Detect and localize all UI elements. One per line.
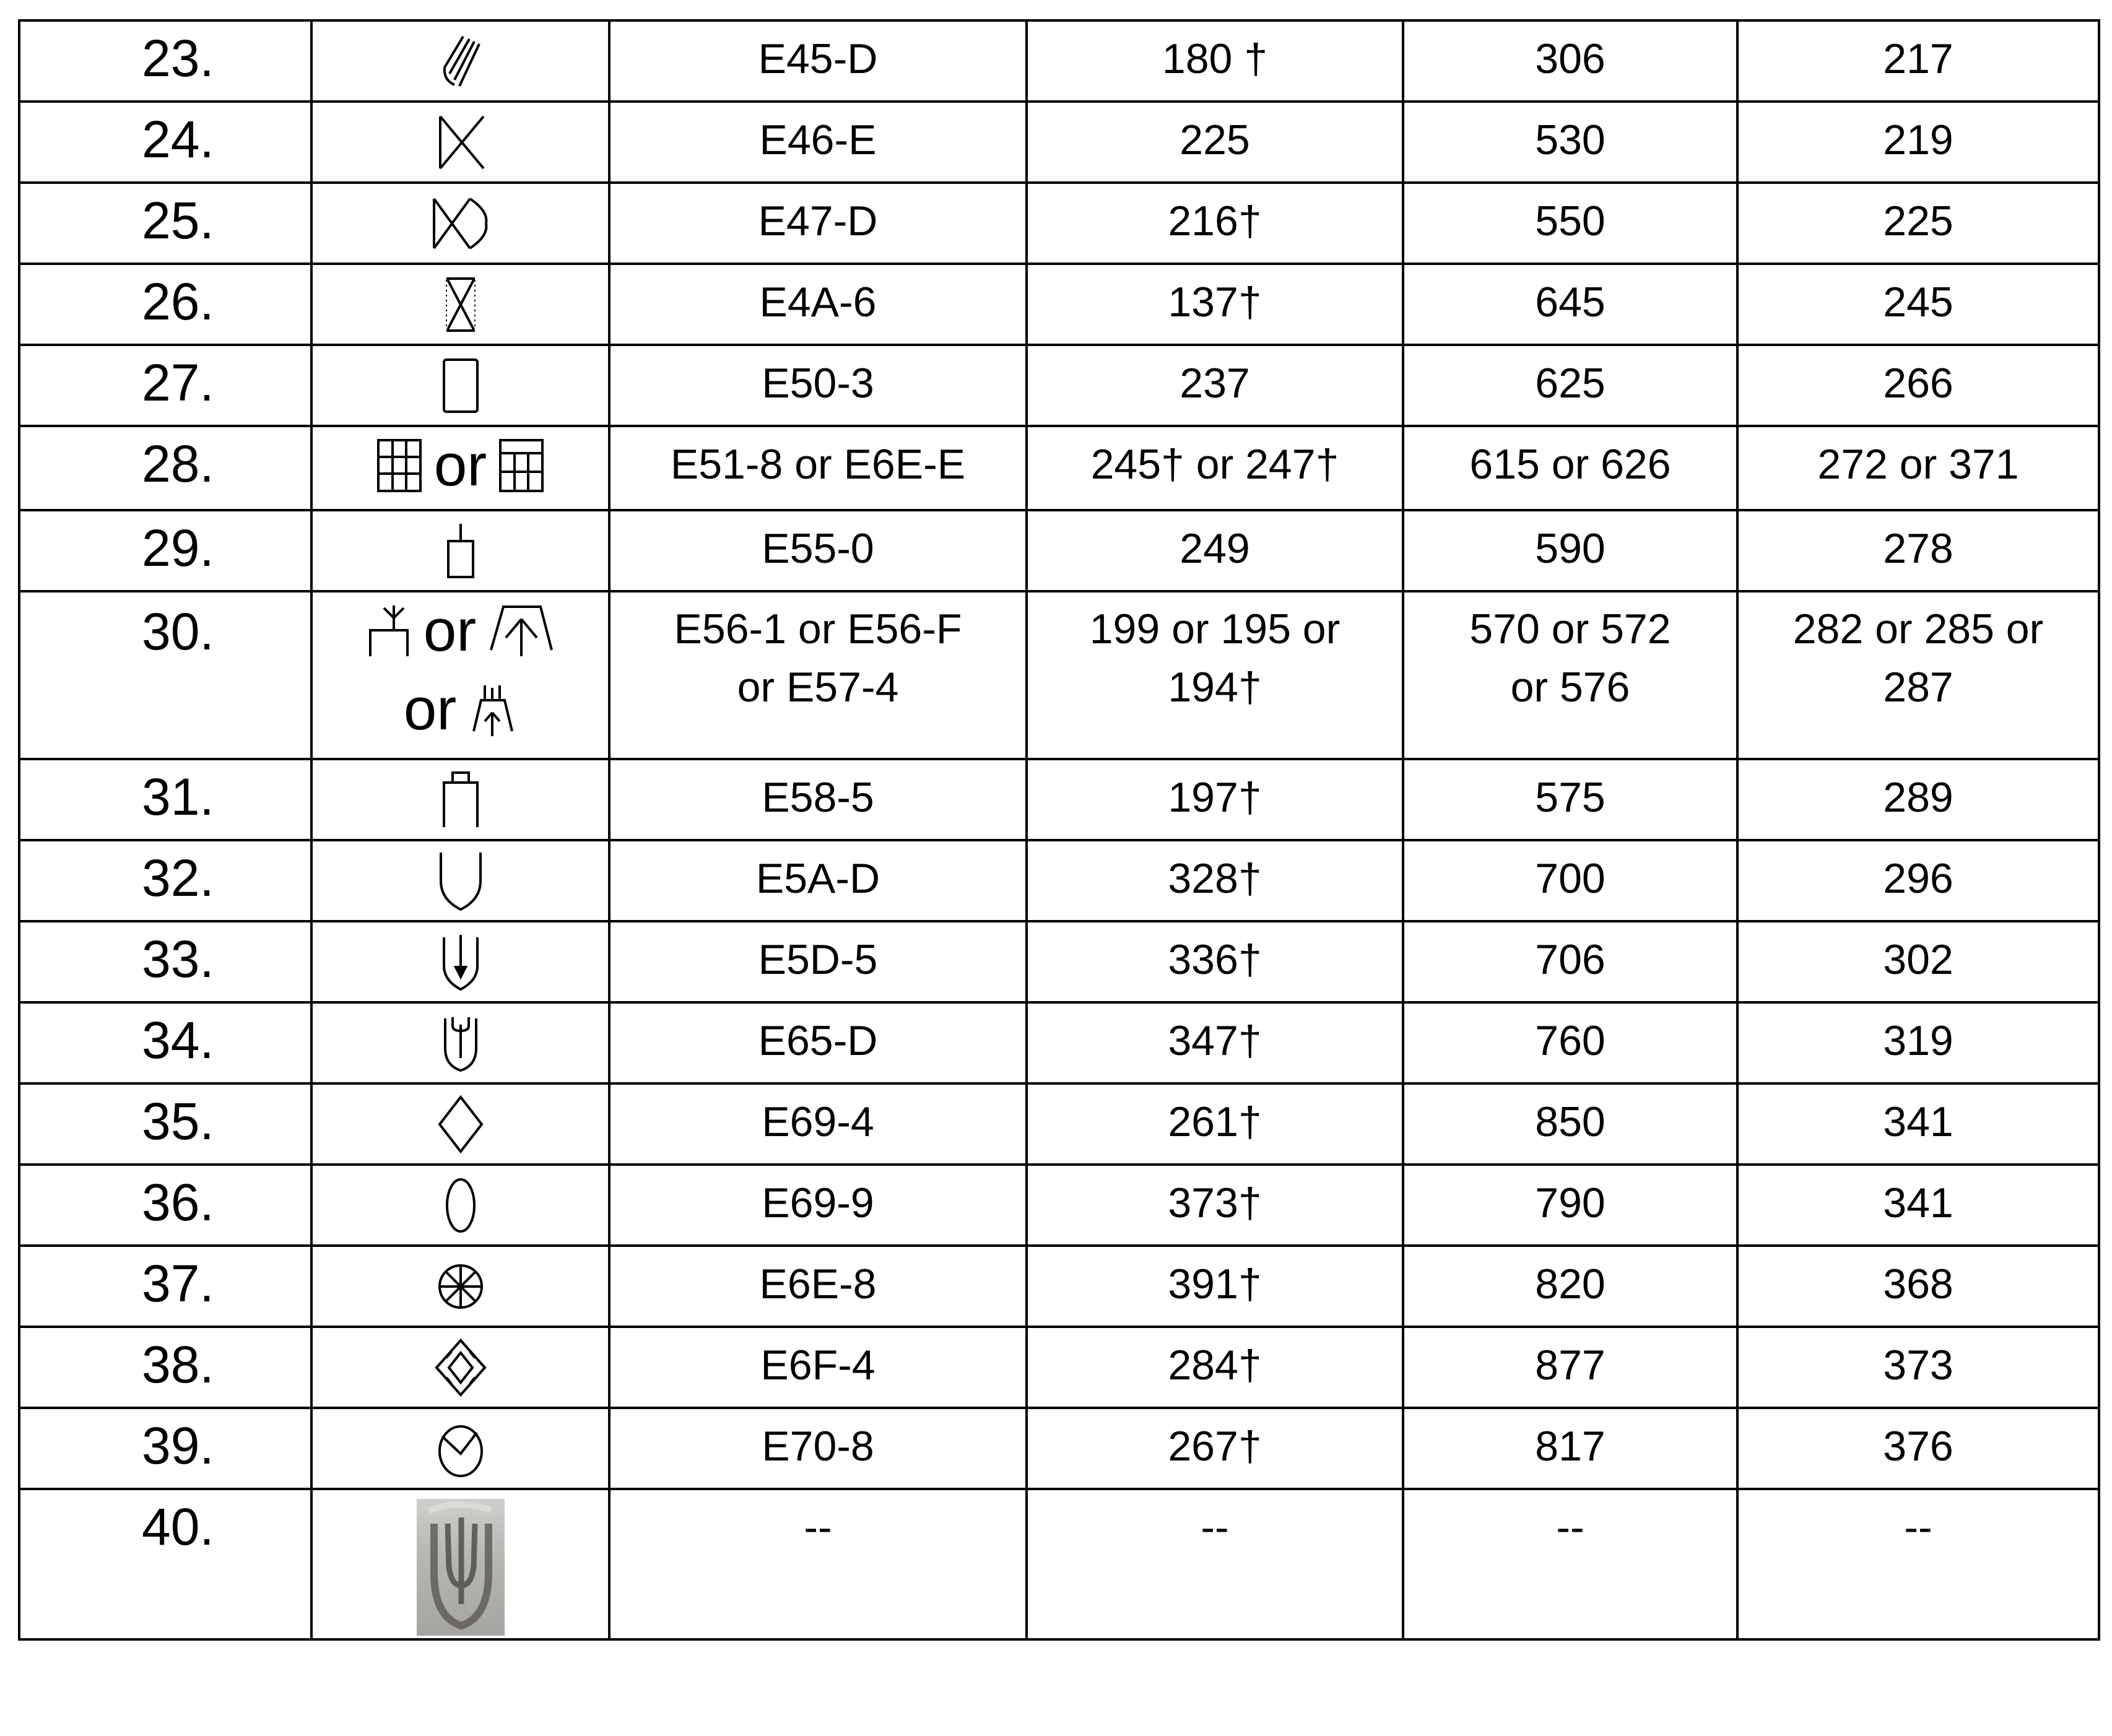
table-row [19, 1489, 2099, 1639]
value-cell: 615 or 626 [1403, 426, 1737, 510]
value-cell: 347† [1027, 1002, 1403, 1083]
sign-30b-icon [487, 603, 555, 659]
row-number: 34. [19, 1002, 311, 1083]
value-cell: 341 [1737, 1165, 2099, 1246]
code-line: or E57-4 [737, 664, 899, 711]
sign-cell [311, 1408, 609, 1489]
value-cell: 245† or 247† [1027, 426, 1403, 510]
table-row [19, 1246, 2099, 1327]
or-label: or [403, 676, 457, 742]
row-number: 35. [19, 1083, 311, 1165]
sign-34-icon [439, 1012, 482, 1074]
code-cell: E4A-6 [609, 264, 1027, 345]
row-number: 36. [19, 1165, 311, 1246]
value-cell: 336† [1027, 921, 1403, 1002]
value-cell: 296 [1737, 840, 2099, 921]
row-number: 26. [19, 264, 311, 345]
value-cell: 700 [1403, 840, 1737, 921]
value-cell: 289 [1737, 759, 2099, 840]
value-cell: 306 [1403, 20, 1737, 102]
sign-25-icon [427, 193, 495, 254]
or-label: or [423, 597, 477, 664]
value-cell: 272 or 371 [1737, 426, 2099, 510]
table-row [19, 510, 2099, 591]
code-cell: E69-9 [609, 1165, 1027, 1246]
sign-cell [311, 20, 609, 102]
row-number: 39. [19, 1408, 311, 1489]
sign-35-icon [436, 1093, 485, 1155]
sign-30a-icon [365, 603, 412, 659]
table-row [19, 264, 2099, 345]
value-cell: 225 [1737, 183, 2099, 264]
code-cell: E6E-8 [609, 1246, 1027, 1327]
or-label: or [433, 432, 487, 498]
sign-cell [311, 921, 609, 1002]
value-cell: 267† [1027, 1408, 1403, 1489]
row-number: 23. [19, 20, 311, 102]
sign-cell [311, 840, 609, 921]
seal-photo [417, 1499, 505, 1636]
sign-cell [311, 1083, 609, 1165]
sign-24-icon [433, 111, 489, 173]
sign-33-icon [439, 931, 482, 993]
row-number: 24. [19, 102, 311, 183]
value-cell: 625 [1403, 345, 1737, 426]
value-cell: 266 [1737, 345, 2099, 426]
value-cell: 373 [1737, 1327, 2099, 1408]
code-cell: E45-D [609, 20, 1027, 102]
sign-cell [311, 1246, 609, 1327]
row-number: 27. [19, 345, 311, 426]
value-cell: 278 [1737, 510, 2099, 591]
sign-31-icon [439, 769, 482, 831]
value-cell: 261† [1027, 1083, 1403, 1165]
table-row [19, 1327, 2099, 1408]
sign-cell [311, 759, 609, 840]
value-cell: 197† [1027, 759, 1403, 840]
value-line: or 576 [1510, 664, 1630, 711]
sign-cell [311, 1489, 609, 1639]
row-number: 30. [19, 591, 311, 759]
value-cell: 245 [1737, 264, 2099, 345]
value-cell: 219 [1737, 102, 2099, 183]
value-cell: -- [1737, 1489, 2099, 1639]
code-cell: E6F-4 [609, 1327, 1027, 1408]
value-cell: 391† [1027, 1246, 1403, 1327]
value-cell: 368 [1737, 1246, 2099, 1327]
sign-cell [311, 510, 609, 591]
table-row [19, 921, 2099, 1002]
code-cell: -- [609, 1489, 1027, 1639]
row-number: 38. [19, 1327, 311, 1408]
sign-29-icon [442, 520, 479, 582]
code-cell: E50-3 [609, 345, 1027, 426]
sign-cell [311, 1327, 609, 1408]
code-cell: E46-E [609, 102, 1027, 183]
table-row [19, 1165, 2099, 1246]
value-line: 199 or 195 or [1089, 605, 1341, 653]
code-cell: E5D-5 [609, 921, 1027, 1002]
sign-concordance-table [18, 19, 2100, 1641]
code-cell: E5A-D [609, 840, 1027, 921]
value-cell: 225 [1027, 102, 1403, 183]
value-cell: 590 [1403, 510, 1737, 591]
value-line: 570 or 572 [1469, 605, 1671, 653]
value-cell: -- [1027, 1489, 1403, 1639]
value-cell: 820 [1403, 1246, 1737, 1327]
value-line: 282 or 285 or [1793, 605, 2044, 653]
row-number: 29. [19, 510, 311, 591]
table-row [19, 102, 2099, 183]
value-cell: 302 [1737, 921, 2099, 1002]
sign-38-icon [433, 1337, 489, 1399]
sign-26-icon [439, 274, 482, 336]
table-row [19, 759, 2099, 840]
sign-cell [311, 183, 609, 264]
value-cell: 645 [1403, 264, 1737, 345]
value-cell: -- [1403, 1489, 1737, 1639]
value-cell: 817 [1403, 1408, 1737, 1489]
value-cell: 850 [1403, 1083, 1737, 1165]
row-number: 31. [19, 759, 311, 840]
value-cell [1403, 591, 1737, 759]
value-cell: 373† [1027, 1165, 1403, 1246]
sign-cell [311, 591, 609, 759]
value-cell: 341 [1737, 1083, 2099, 1165]
value-line: 194† [1168, 664, 1262, 711]
value-cell: 180 † [1027, 20, 1403, 102]
sign-37-icon [436, 1256, 485, 1317]
row-number: 25. [19, 183, 311, 264]
sign-28a-icon [376, 438, 423, 493]
sign-28b-icon [498, 438, 545, 493]
code-cell: E51-8 or E6E-E [609, 426, 1027, 510]
code-cell [609, 591, 1027, 759]
table-row [19, 840, 2099, 921]
code-cell: E58-5 [609, 759, 1027, 840]
row-number: 32. [19, 840, 311, 921]
row-number: 28. [19, 426, 311, 510]
value-cell: 790 [1403, 1165, 1737, 1246]
value-line: 287 [1883, 664, 1953, 711]
value-cell: 550 [1403, 183, 1737, 264]
table-row [19, 426, 2099, 510]
row-number: 37. [19, 1246, 311, 1327]
sign-cell [311, 1002, 609, 1083]
value-cell [1027, 591, 1403, 759]
value-cell: 137† [1027, 264, 1403, 345]
code-cell: E47-D [609, 183, 1027, 264]
sign-23-icon [436, 30, 485, 92]
value-cell: 877 [1403, 1327, 1737, 1408]
code-cell: E69-4 [609, 1083, 1027, 1165]
value-cell: 217 [1737, 20, 2099, 102]
sign-cell [311, 102, 609, 183]
table-row [19, 183, 2099, 264]
value-cell: 249 [1027, 510, 1403, 591]
value-cell: 284† [1027, 1327, 1403, 1408]
table-row [19, 1408, 2099, 1489]
value-cell: 319 [1737, 1002, 2099, 1083]
code-cell: E70-8 [609, 1408, 1027, 1489]
row-number: 33. [19, 921, 311, 1002]
value-cell: 328† [1027, 840, 1403, 921]
row-number: 40. [19, 1489, 311, 1639]
sign-cell [311, 264, 609, 345]
code-cell: E55-0 [609, 510, 1027, 591]
value-cell [1737, 591, 2099, 759]
code-cell: E65-D [609, 1002, 1027, 1083]
sign-39-icon [436, 1418, 485, 1480]
table-row [19, 345, 2099, 426]
value-cell: 376 [1737, 1408, 2099, 1489]
value-cell: 706 [1403, 921, 1737, 1002]
table-row [19, 1083, 2099, 1165]
table-row [19, 20, 2099, 102]
value-cell: 575 [1403, 759, 1737, 840]
value-cell: 760 [1403, 1002, 1737, 1083]
code-line: E56-1 or E56-F [674, 605, 962, 653]
sign-27-icon [439, 355, 482, 417]
table-row [19, 1002, 2099, 1083]
table-row [19, 591, 2099, 759]
value-cell: 216† [1027, 183, 1403, 264]
sign-cell [311, 1165, 609, 1246]
sign-cell [311, 345, 609, 426]
sign-36-icon [442, 1174, 479, 1236]
seal-impression-icon [417, 1499, 505, 1636]
sign-32-icon [436, 850, 485, 912]
sign-cell [311, 426, 609, 510]
sign-30c-icon [467, 682, 517, 737]
value-cell: 530 [1403, 102, 1737, 183]
value-cell: 237 [1027, 345, 1403, 426]
